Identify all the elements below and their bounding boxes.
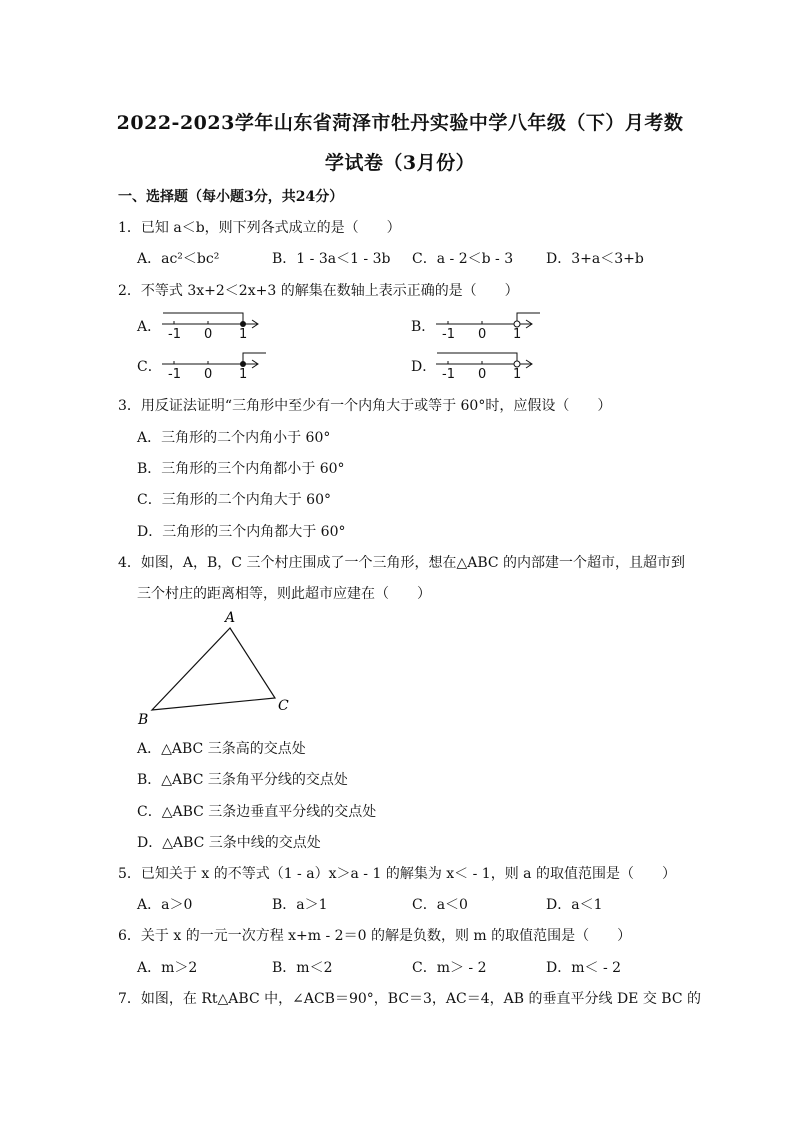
question-1-options — [137, 248, 677, 268]
vertex-c-label: C — [278, 698, 289, 714]
number-line-a — [158, 308, 268, 344]
question-4-stem-line2: 三个村庄的距离相等，则此超市应建在（ ） — [137, 586, 431, 602]
option-d[interactable]: D．3+a＜3+b — [546, 251, 644, 267]
exam-title-line1: 2022-2023学年山东省菏泽市牡丹实验中学八年级（下）月考数 — [116, 112, 684, 134]
tick-label: -1 — [168, 367, 181, 380]
tick-label: 0 — [478, 327, 487, 340]
option-a-label[interactable]: A． — [137, 319, 162, 335]
exam-title-line2: 学试卷（3月份） — [324, 152, 476, 174]
tick-label: 1 — [239, 367, 248, 380]
vertex-b-label: B — [138, 712, 149, 728]
option-a[interactable]: A．△ABC 三条高的交点处 — [137, 741, 306, 757]
option-d[interactable]: D．三角形的三个内角都大于 60° — [137, 524, 346, 540]
triangle-figure — [130, 606, 300, 735]
triangle-abc — [152, 628, 275, 710]
option-b[interactable]: B．a＞1 — [272, 897, 328, 913]
option-a[interactable]: A．m＞2 — [137, 960, 198, 976]
tick-label: -1 — [442, 367, 455, 380]
option-d-label[interactable]: D． — [411, 359, 437, 375]
option-a[interactable]: A．ac²＜bc² — [137, 251, 220, 267]
vertex-a-label: A — [225, 610, 236, 626]
option-c[interactable]: C．a - 2＜b - 3 — [412, 251, 514, 267]
option-c[interactable]: C．m＞ - 2 — [412, 960, 487, 976]
question-5-stem: 5．已知关于 x 的不等式（1 - a）x＞a - 1 的解集为 x＜ - 1，则 a 的取值范围是（ ） — [118, 866, 676, 882]
number-line-d — [432, 348, 542, 384]
number-line-c — [158, 348, 270, 384]
option-b[interactable]: B．△ABC 三条角平分线的交点处 — [137, 772, 348, 788]
option-b[interactable]: B．1 - 3a＜1 - 3b — [272, 251, 391, 267]
question-5-options — [137, 894, 677, 914]
number-line-b — [432, 308, 544, 344]
tick-label: 0 — [204, 327, 213, 340]
tick-label: -1 — [168, 327, 181, 340]
question-3-stem: 3．用反证法证明“三角形中至少有一个内角大于或等于 60°时，应假设（ ） — [118, 398, 612, 414]
tick-label: 1 — [513, 367, 522, 380]
option-c-label[interactable]: C． — [137, 359, 162, 375]
question-6-stem: 6．关于 x 的一元一次方程 x+m - 2＝0 的解是负数，则 m 的取值范围是（ ） — [118, 928, 632, 944]
option-c[interactable]: C．a＜0 — [412, 897, 468, 913]
option-a[interactable]: A．a＞0 — [137, 897, 193, 913]
option-c[interactable]: C．三角形的二个内角大于 60° — [137, 492, 331, 508]
tick-label: 1 — [513, 327, 522, 340]
tick-label: -1 — [442, 327, 455, 340]
question-4-stem-line1: 4．如图，A，B，C 三个村庄围成了一个三角形，想在△ABC 的内部建一个超市，且超市到 — [118, 555, 686, 571]
option-b[interactable]: B．m＜2 — [272, 960, 333, 976]
option-a[interactable]: A．三角形的二个内角小于 60° — [137, 430, 331, 446]
option-d[interactable]: D．a＜1 — [546, 897, 603, 913]
tick-label: 0 — [478, 367, 487, 380]
question-6-options — [137, 957, 677, 977]
option-b-label[interactable]: B． — [411, 319, 436, 335]
section-heading: 一、选择题（每小题3分，共24分） — [118, 189, 344, 205]
option-c[interactable]: C．△ABC 三条边垂直平分线的交点处 — [137, 804, 377, 820]
option-b[interactable]: B．三角形的三个内角都小于 60° — [137, 461, 345, 477]
option-d[interactable]: D．△ABC 三条中线的交点处 — [137, 835, 321, 851]
tick-label: 0 — [204, 367, 213, 380]
question-7-stem: 7．如图，在 Rt△ABC 中，∠ACB＝90°，BC＝3，AC＝4，AB 的垂直平分线 DE 交 BC 的 — [118, 991, 702, 1007]
option-d[interactable]: D．m＜ - 2 — [546, 960, 622, 976]
tick-label: 1 — [239, 327, 248, 340]
question-2-stem: 2．不等式 3x+2＜2x+3 的解集在数轴上表示正确的是（ ） — [118, 283, 519, 299]
question-1-stem: 1．已知 a＜b，则下列各式成立的是（ ） — [118, 220, 401, 236]
